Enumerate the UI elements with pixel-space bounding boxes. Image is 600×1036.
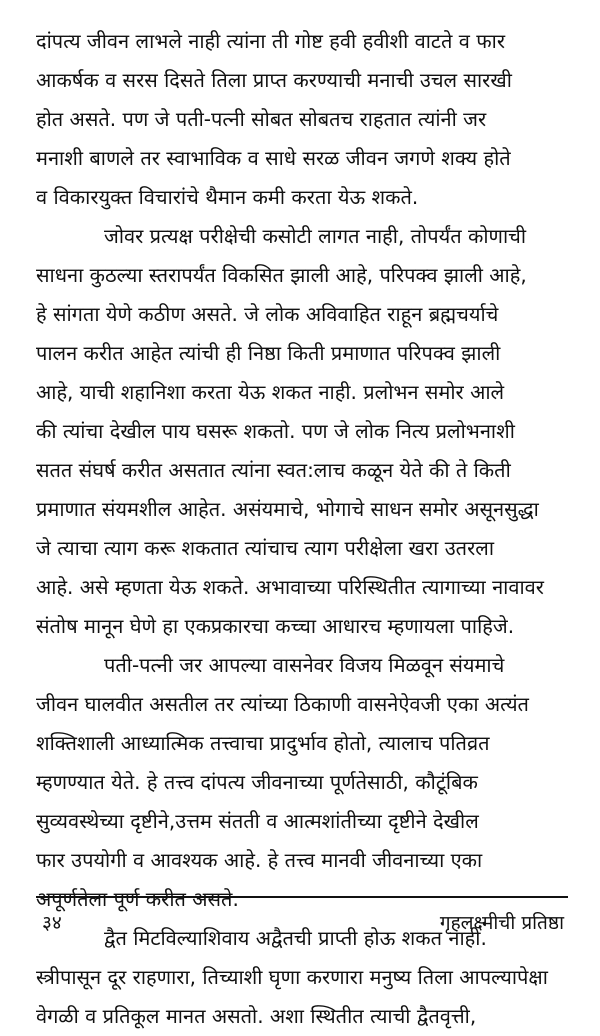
- running-title: गृहलक्ष्मीची प्रतिष्ठा: [439, 912, 564, 934]
- text-line: स्त्रीपासून दूर राहणारा, तिच्याशी घृणा करणारा मनुष्य तिला आपल्यापेक्षा: [36, 965, 548, 989]
- text-line: प्रमाणात संयमशील आहेत. असंयमाचे, भोगाचे साधन समोर असूनसुद्धा: [36, 497, 539, 521]
- text-line: सुव्यवस्थेच्या दृष्टीने,उत्तम संतती व आत्मशांतीच्या दृष्टीने देखील: [36, 809, 479, 833]
- text-line: की त्यांचा देखील पाय घसरू शकतो. पण जे लोक नित्य प्रलोभनाशी: [36, 419, 515, 443]
- text-line: फार उपयोगी व आवश्यक आहे. हे तत्त्व मानवी जीवनाच्या एका: [36, 848, 483, 872]
- text-line: आहे. असे म्हणता येऊ शकते. अभावाच्या परिस्थितीत त्यागाच्या नावावर: [36, 575, 544, 599]
- text-line: आहे, याची शहानिशा करता येऊ शकत नाही. प्रलोभन समोर आले: [36, 380, 505, 404]
- text-line: वेगळी व प्रतिकूल मानत असतो. अशा स्थितीत त्याची द्वैतवृत्ती,: [36, 1004, 477, 1028]
- page-footer: [36, 904, 568, 940]
- paragraph: [36, 217, 564, 646]
- text-line: द्वैत मिटविल्याशिवाय अद्वैतची प्राप्ती होऊ शकत नाही.: [104, 926, 487, 950]
- paragraph: [36, 22, 564, 217]
- text-line: जोवर प्रत्यक्ष परीक्षेची कसोटी लागत नाही, तोपर्यंत कोणाची: [104, 224, 527, 248]
- page-number: ३४: [42, 912, 62, 934]
- paragraph: [36, 646, 564, 919]
- text-line: जे त्याचा त्याग करू शकतात त्यांचाच त्याग परीक्षेला खरा उतरला: [36, 536, 494, 560]
- text-line: शक्तिशाली आध्यात्मिक तत्त्वाचा प्रादुर्भाव होतो, त्यालाच पतिव्रत: [36, 731, 490, 755]
- body-text: [36, 22, 564, 1036]
- footer-rule: [36, 896, 568, 898]
- text-line: व विकारयुक्त विचारांचे थैमान कमी करता येऊ शकते.: [36, 185, 419, 209]
- text-line: मनाशी बाणले तर स्वाभाविक व साधे सरळ जीवन जगणे शक्य होते: [36, 146, 511, 170]
- text-line: संतोष मानून घेणे हा एकप्रकारचा कच्चा आधारच म्हणायला पाहिजे.: [36, 614, 515, 638]
- text-line: दांपत्य जीवन लाभले नाही त्यांना ती गोष्ट हवी हवीशी वाटते व फार: [36, 29, 506, 53]
- text-line: आकर्षक व सरस दिसते तिला प्राप्त करण्याची मनाची उचल सारखी: [36, 68, 512, 92]
- text-line: होत असते. पण जे पती-पत्नी सोबत सोबतच राहतात त्यांनी जर: [36, 107, 487, 131]
- text-line: पालन करीत आहेत त्यांची ही निष्ठा किती प्रमाणात परिपक्व झाली: [36, 341, 501, 365]
- text-line: साधना कुठल्या स्तरापर्यंत विकसित झाली आहे, परिपक्व झाली आहे,: [36, 263, 527, 287]
- text-line: पती-पत्नी जर आपल्या वासनेवर विजय मिळवून संयमाचे: [104, 653, 505, 677]
- text-line: म्हणण्यात येते. हे तत्त्व दांपत्य जीवनाच्या पूर्णतेसाठी, कौटूंबिक: [36, 770, 478, 794]
- text-line: अपूर्णतेला पूर्ण करीत असते.: [36, 887, 239, 911]
- text-line: जीवन घालवीत असतील तर त्यांच्या ठिकाणी वासनेऐवजी एका अत्यंत: [36, 692, 529, 716]
- text-line: हे सांगता येणे कठीण असते. जे लोक अविवाहित राहून ब्रह्मचर्याचे: [36, 302, 499, 326]
- text-line: सतत संघर्ष करीत असतात त्यांना स्वत:लाच कळून येते की ते किती: [36, 458, 511, 482]
